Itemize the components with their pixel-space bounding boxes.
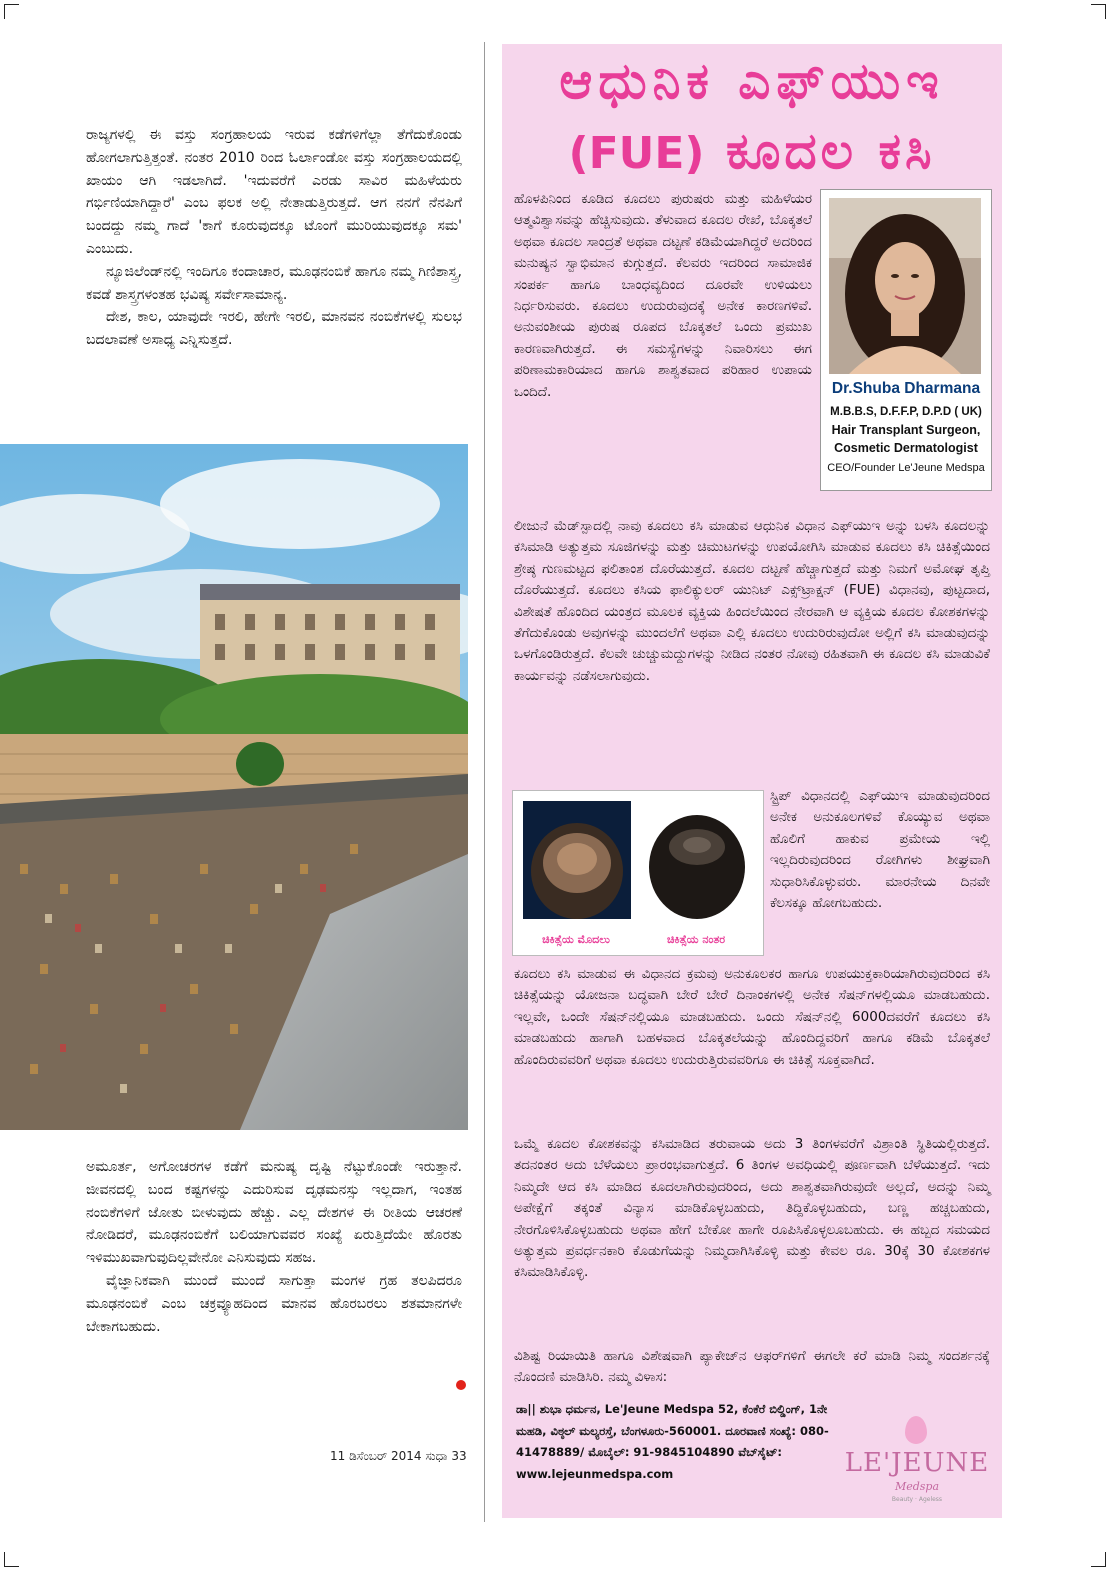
crop-mark-top-right: [1091, 4, 1106, 19]
logo-subtitle: Medspa: [894, 1480, 940, 1493]
paragraph: ಅಮೂರ್ತ, ಅಗೋಚರಗಳ ಕಡೆಗೆ ಮನುಷ್ಯ ದೃಷ್ಟಿ ನೆಟ್ಟುಕೊಂಡೇ ಇರುತ್ತಾನೆ. ಜೀವನದಲ್ಲಿ ಬಂದ ಕಷ್ಟಗಳನ್ನು ಎದುರಿಸುವ ದೃಢಮನಸ್ಸು ಇಲ್ಲದಾಗ, ಇಂತಹ ನಂಬಿಕೆಗಳಿಗೆ ಜೋತು ಬೀಳುವುದು ಹೆಚ್ಚು. ಎಲ್ಲ ದೇಶಗಳ ಈ ರೀತಿಯ ಆಚರಣೆ ನೋಡಿದರೆ, ಮೂಢನಂಬಿಕೆಗೆ ಬಲಿಯಾಗುವವರ ಸಂಖ್ಯೆ ಏರುತ್ತಿದೆಯೇ ಹೊರತು ಇಳಿಮುಖವಾಗುವುದಿಲ್ಲವೇನೋ ಎನಿಸುವುದು ಸಹಜ.: [86, 1159, 462, 1267]
ad-title-line2: [502, 122, 1002, 181]
before-treatment-photo: [523, 801, 631, 919]
before-caption: ಚಿಕಿತ್ಸೆಯ ಮೊದಲು: [542, 933, 610, 946]
logo-wordmark: LE'JEUNE: [844, 1448, 990, 1478]
crop-mark-top-left: [4, 4, 19, 19]
ad-paragraph-strip-method: ಸ್ಟ್ರಿಪ್ ವಿಧಾನದಲ್ಲಿ ಎಫ್‌ಯುಇ ಮಾಡುವುದರಿಂದ ಅನೇಕ ಅನುಕೂಲಗಳಿವೆ ಕೊಯ್ಯುವ ಅಥವಾ ಹೊಲಿಗೆ ಹಾಕುವ ಪ್ರಮೇಯ ಇಲ್ಲಿ ಇಲ್ಲದಿರುವುದರಿಂದ ರೋಗಿಗಳು ಶೀಘ್ರವಾಗಿ ಸುಧಾರಿಸಿಕೊಳ್ಳುವರು. ಮಾರನೇಯ ದಿನವೇ ಕೆಲಸಕ್ಕೂ ಹೋಗಬಹುದು.: [770, 788, 990, 912]
lotus-icon: [905, 1416, 927, 1444]
after-treatment-photo: [643, 801, 751, 919]
crop-mark-bottom-left: [4, 1552, 19, 1567]
left-column-top: [86, 124, 462, 352]
crop-mark-bottom-right: [1091, 1552, 1106, 1567]
love-lock-bridge-photo: [0, 444, 468, 1130]
lejeune-logo: [842, 1414, 992, 1514]
ad-title-line1: ಆಧುನಿಕ ಎಫ್‌ಯುಇ: [559, 52, 945, 110]
page-folio: 11 ಡಿಸೆಂಬರ್ 2014 ಸುಧಾ 33: [330, 1449, 467, 1463]
paragraph: ರಾಜ್ಯಗಳಲ್ಲಿ ಈ ವಸ್ತು ಸಂಗ್ರಹಾಲಯ ಇರುವ ಕಡೆಗಳಿಗೆಲ್ಲಾ ತೆಗೆದುಕೊಂಡು ಹೋಗಲಾಗುತ್ತಿತ್ತಂತೆ. ನಂತರ 2010 ರಿಂದ ಓರ್ಲಾಂಡೋ ವಸ್ತು ಸಂಗ್ರಹಾಲಯದಲ್ಲಿ ಖಾಯಂ ಆಗಿ ಇಡಲಾಗಿದೆ. 'ಇದುವರೆಗೆ ಎರಡು ಸಾವಿರ ಮಹಿಳೆಯರು ಗರ್ಭಿಣಿಯಾಗಿದ್ದಾರೆ' ಎಂಬ ಫಲಕ ಅಲ್ಲಿ ನೇತಾಡುತ್ತಿರುತ್ತದೆ. ಆಗ ನನಗೆ ನೆನಪಿಗೆ ಬಂದದ್ದು ನಮ್ಮ ಗಾದೆ 'ಕಾಗೆ ಕೂರುವುದಕ್ಕೂ ಟೊಂಗೆ ಮುರಿಯುವುದಕ್ಕೂ ಸಮ' ಎಂಬುದು.: [86, 127, 462, 257]
ad-title-line2-text: ಕೂದಲ ಕಸಿ: [725, 122, 936, 180]
ad-paragraph-fue-method: ಲೀಜುನೆ ಮೆಡ್‌ಸ್ಪಾದಲ್ಲಿ ನಾವು ಕೂದಲು ಕಸಿ ಮಾಡುವ ಆಧುನಿಕ ವಿಧಾನ ಎಫ್‌ಯುಇ ಅನ್ನು ಬಳಸಿ ಕೂದಲನ್ನು ಕಸಿಮಾಡಿ ಅತ್ಯುತ್ತಮ ಸೂಜಿಗಳನ್ನು ಮತ್ತು ಚಿಮುಟಗಳನ್ನು ಉಪಯೋಗಿಸಿ ಮಾಡುವ ಕೂದಲು ಕಸಿ ಚಿಕಿತ್ಸೆಯಿಂದ ಶ್ರೇಷ್ಠ ಗುಣಮಟ್ಟದ ಫಲಿತಾಂಶ ದೊರೆಯುತ್ತದೆ. ಕೂದಲ ದಟ್ಟಣೆ ಹೆಚ್ಚಾಗುತ್ತದೆ ಮತ್ತು ನಿಮಗೆ ಅಮೋಘ ತೃಪ್ತಿ ದೊರೆಯುತ್ತದೆ. ಕೂದಲು ಕಸಿಯ ಫಾಲಿಕ್ಯುಲರ್ ಯುನಿಟ್ ಎಕ್ಸ್‌ಟ್ರಾಕ್ಷನ್ (FUE) ವಿಧಾನವು, ಪುಟ್ಟದಾದ, ವಿಶೇಷತೆ ಹೊಂದಿದ ಯಂತ್ರದ ಮೂಲಕ ವ್ಯಕ್ತಿಯ ಹಿಂದಲೆಯಿಂದ ನೇರವಾಗಿ ಆ ವ್ಯಕ್ತಿಯ ಕೂದಲ ಕೋಶಕಗಳನ್ನು ತೆಗೆದುಕೊಂಡು ಅವುಗಳನ್ನು ಮುಂದಲೆಗೆ ಅಥವಾ ಎಲ್ಲಿ ಕೂದಲು ಉದುರಿರುವುದೋ ಅಲ್ಲಿಗೆ ಕಸಿ ಮಾಡುವುದನ್ನು ಒಳಗೊಂಡಿರುತ್ತದೆ. ಕೆಲವೇ ಚುಚ್ಚುಮದ್ದುಗಳನ್ನು ನೀಡಿದ ನಂತರ ನೋವು ರಹಿತವಾಗಿ ಈ ಕೂದಲ ಕಸಿ ಮಾಡುವಿಕೆ ಕಾರ್ಯವನ್ನು ನಡೆಸಲಾಗುವುದು.: [514, 518, 990, 684]
after-caption: ಚಿಕಿತ್ಸೆಯ ನಂತರ: [666, 933, 726, 946]
end-mark: [456, 1380, 466, 1390]
paragraph: ದೇಶ, ಕಾಲ, ಯಾವುದೇ ಇರಲಿ, ಹೇಗೇ ಇರಲಿ, ಮಾನವನ ನಂಬಿಕೆಗಳಲ್ಲಿ ಸುಲಭ ಬದಲಾವಣೆ ಅಸಾಧ್ಯ ಎನ್ನಿಸುತ್ತದೆ.: [86, 309, 462, 349]
logo-tagline: Beauty · Ageless: [891, 1496, 943, 1503]
doctor-degrees: M.B.B.S, D.F.F.P, D.P.D ( UK): [830, 406, 982, 418]
clinic-address: ಡಾ|| ಶುಭಾ ಧರ್ಮನ, Le'Jeune Medspa 52, ಕೆಂಕೆರೆ ಬಿಲ್ಡಿಂಗ್, 1ನೇ ಮಹಡಿ, ವಿಠ್ಠಲ್ ಮಲ್ಯರಸ್ತೆ, ಬೆಂಗಳೂರು-560001. ದೂರವಾಣಿ ಸಂಖ್ಯೆ: 080-41478889/ ಮೊಬೈಲ್: 91-9845104890 ವೆಬ್‌ಸೈಟ್: www.lejeunmedspa.com: [516, 1402, 829, 1481]
hair-transplant-advertisement: [502, 44, 1002, 1518]
ad-paragraph-sessions: ಕೂದಲು ಕಸಿ ಮಾಡುವ ಈ ವಿಧಾನದ ಕ್ರಮವು ಅನುಕೂಲಕರ ಹಾಗೂ ಉಪಯುಕ್ತಕಾರಿಯಾಗಿರುವುದರಿಂದ ಕಸಿ ಚಿಕಿತ್ಸೆಯನ್ನು ಯೋಜನಾ ಬದ್ಧವಾಗಿ ಬೇರೆ ಬೇರೆ ದಿನಾಂಕಗಳಲ್ಲಿ ಅನೇಕ ಸೆಷನ್‌ಗಳಲ್ಲಿಯೂ ಮಾಡಬಹುದು. ಇಲ್ಲವೇ, ಒಂದೇ ಸೆಷನ್‌ನಲ್ಲಿಯೂ ಮಾಡಬಹುದು. ಒಂದು ಸೆಷನ್‌ನಲ್ಲಿ 6000ದವರೆಗೆ ಕೂದಲು ಕಸಿ ಮಾಡಬಹುದು ಹಾಗಾಗಿ ಬಹಳವಾದ ಬೊಕ್ಕತಲೆಯನ್ನು ಹೊಂದಿದ್ದವರಿಗೆ ಹಾಗೂ ಕಡಿಮೆ ಬೊಕ್ಕತಲೆ ಹೊಂದಿರುವವರಿಗೆ ಅಥವಾ ಕೂದಲು ಉದುರುತ್ತಿರುವವರಿಗೂ ಈ ಚಿಕಿತ್ಸೆ ಸೂಕ್ತವಾಗಿದೆ.: [514, 966, 990, 1068]
doctor-name: Dr.Shuba Dharmana: [831, 380, 981, 397]
ad-title-fue: (FUE): [568, 128, 705, 179]
paragraph: ವೈಜ್ಞಾನಿಕವಾಗಿ ಮುಂದೆ ಮುಂದೆ ಸಾಗುತ್ತಾ ಮಂಗಳ ಗ್ರಹ ತಲಪಿದರೂ ಮೂಢನಂಬಿಕೆ ಎಂಬ ಚಕ್ರವ್ಯೂಹದಿಂದ ಮಾನವ ಹೊರಬರಲು ಶತಮಾನಗಳೇ ಬೇಕಾಗಬಹುದು.: [86, 1272, 462, 1335]
ad-intro: ಹೊಳಪಿನಿಂದ ಕೂಡಿದ ಕೂದಲು ಪುರುಷರು ಮತ್ತು ಮಹಿಳೆಯರ ಆತ್ಮವಿಶ್ವಾಸವನ್ನು ಹೆಚ್ಚಿಸುವುದು. ತೆಳುವಾದ ಕೂದಲ ರೇಖೆ, ಬೊಕ್ಕತಲೆ ಅಥವಾ ಕೂದಲ ಸಾಂದ್ರತೆ ಅಥವಾ ದಟ್ಟಣೆ ಕಡಿಮೆಯಾಗಿದ್ದರೆ ಅದರಿಂದ ಮನುಷ್ಯನ ಸ್ವಾಭಿಮಾನ ಕುಗ್ಗುತ್ತದೆ. ಕೆಲವರು ಇದರಿಂದ ಸಾಮಾಜಿಕ ಸಂಪರ್ಕ ಹಾಗೂ ಬಾಂಧವ್ಯದಿಂದ ದೂರವೇ ಉಳಿಯಲು ನಿರ್ಧರಿಸುವರು. ಕೂದಲು ಉದುರುವುದಕ್ಕೆ ಅನೇಕ ಕಾರಣಗಳಿವೆ. ಅನುವಂಶೀಯ ಪುರುಷ ರೂಪದ ಬೊಕ್ಕತಲೆ ಒಂದು ಪ್ರಮುಖ ಕಾರಣವಾಗಿರುತ್ತದೆ. ಈ ಸಮಸ್ಯೆಗಳನ್ನು ನಿವಾರಿಸಲು ಈಗ ಪರಿಣಾಮಕಾರಿಯಾದ ಹಾಗೂ ಶಾಶ್ವತವಾದ ಪರಿಹಾರ ಉಪಾಯ ಒಂದಿದೆ.: [514, 191, 812, 400]
ad-paragraph-growth-offer: ಒಮ್ಮೆ ಕೂದಲ ಕೋಶಕವನ್ನು ಕಸಿಮಾಡಿದ ತರುವಾಯ ಅದು 3 ತಿಂಗಳವರೆಗೆ ವಿಶ್ರಾಂತಿ ಸ್ಥಿತಿಯಲ್ಲಿರುತ್ತದೆ. ತದನಂತರ ಅದು ಬೆಳೆಯಲು ಪ್ರಾರಂಭವಾಗುತ್ತದೆ. 6 ತಿಂಗಳ ಅವಧಿಯಲ್ಲಿ ಪೂರ್ಣವಾಗಿ ಬೆಳೆಯುತ್ತದೆ. ಇದು ನಿಮ್ಮದೇ ಆದ ಕಸಿ ಮಾಡಿದ ಕೂದಲಾಗಿರುವುದರಿಂದ, ಅದು ಶಾಶ್ವತವಾಗಿರುವುದೇ ಅಲ್ಲದೆ, ಅದನ್ನು ನಿಮ್ಮ ಅಪೇಕ್ಷೆಗೆ ತಕ್ಕಂತೆ ವಿನ್ಯಾಸ ಮಾಡಿಕೊಳ್ಳಬಹುದು, ತಿದ್ದಿಕೊಳ್ಳಬಹುದು, ಬಣ್ಣ ಹಚ್ಚಬಹುದು, ನೇರಗೊಳಿಸಿಕೊಳ್ಳಬಹುದು ಅಥವಾ ಹೇಗೆ ಬೇಕೋ ಹಾಗೇ ರೂಪಿಸಿಕೊಳ್ಳಲೂಬಹುದು. ಈ ಹಬ್ಬದ ಸಮಯದ ಅತ್ಯುತ್ತಮ ಪ್ರವರ್ಧನಕಾರಿ ಕೊಡುಗೆಯನ್ನು ನಿಮ್ಮದಾಗಿಸಿಕೊಳ್ಳಿ ಮತ್ತು ಕೇವಲ ರೂ. 30ಕ್ಕೆ 30 ಕೋಶಕಗಳ ಕಸಿಮಾಡಿಸಿಕೊಳ್ಳಿ.: [514, 1136, 990, 1281]
doctor-role-surgeon: Hair Transplant Surgeon,: [831, 423, 981, 437]
doctor-role-dermatologist: Cosmetic Dermatologist: [834, 441, 978, 455]
doctor-card: [820, 189, 992, 491]
doctor-portrait: [829, 198, 981, 374]
ad-paragraph-call-to-action: ವಿಶಿಷ್ಟ ರಿಯಾಯಿತಿ ಹಾಗೂ ವಿಶೇಷವಾಗಿ ಪ್ಯಾಕೇಜ್‌ನ ಆಫರ್‌ಗಳಿಗೆ ಈಗಲೇ ಕರೆ ಮಾಡಿ ನಿಮ್ಮ ಸಂದರ್ಶನಕ್ಕೆ ನೊಂದಣಿ ಮಾಡಿಸಿರಿ. ನಮ್ಮ ವಿಳಾಸ:: [514, 1348, 990, 1386]
doctor-role-ceo: CEO/Founder Le'Jeune Medspa: [827, 462, 985, 474]
left-column-bottom: [86, 1156, 462, 1338]
paragraph: ನ್ಯೂಜಿಲೆಂಡ್‌ನಲ್ಲಿ ಇಂದಿಗೂ ಕಂದಾಚಾರ, ಮೂಢನಂಬಿಕೆ ಹಾಗೂ ನಮ್ಮ ಗಿಣಿಶಾಸ್ತ್ರ, ಕವಡೆ ಶಾಸ್ತ್ರಗಳಂತಹ ಭವಿಷ್ಯ ಸರ್ವೇಸಾಮಾನ್ಯ.: [86, 263, 462, 303]
before-after-photos: [512, 790, 764, 956]
column-divider: [484, 42, 485, 1522]
